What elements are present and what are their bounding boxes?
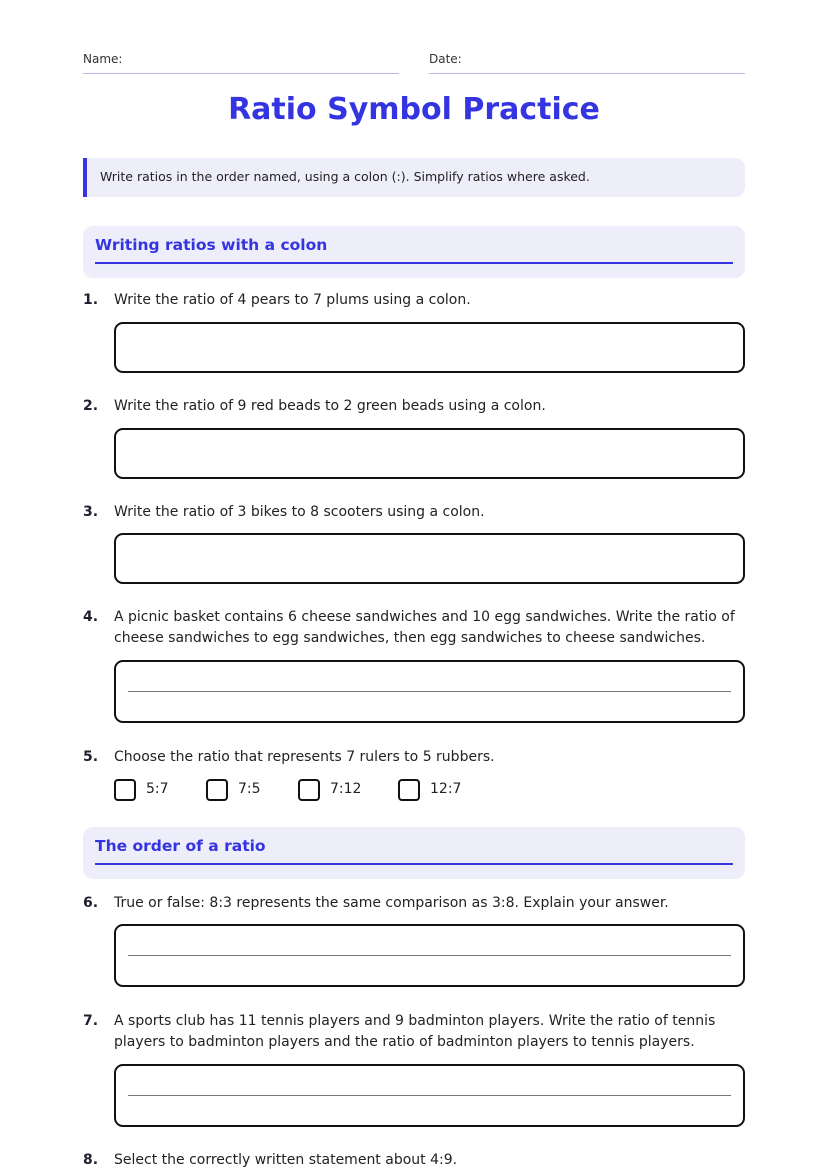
question-number: 6. [83,895,99,911]
answer-line [128,1095,731,1096]
checkbox[interactable] [398,779,420,801]
checkbox[interactable] [114,779,136,801]
answer-line [128,691,731,692]
answer-line [128,955,731,956]
question-number: 8. [83,1152,99,1168]
option-label: 5:7 [146,781,169,797]
question-text: Write the ratio of 3 bikes to 8 scooters using a colon. [114,504,485,520]
instructions-text: Write ratios in the order named, using a colon (:). Simplify ratios where asked. [100,169,590,184]
section-header-order-of-ratio [83,827,745,879]
answer-box-3[interactable] [114,533,745,584]
question-text: Write the ratio of 4 pears to 7 plums using a colon. [114,292,471,308]
checkbox[interactable] [298,779,320,801]
page-title: Ratio Symbol Practice [228,92,600,127]
question-text: Write the ratio of 9 red beads to 2 green beads using a colon. [114,398,546,414]
question-number: 1. [83,292,99,308]
answer-box-4[interactable] [114,660,745,723]
section-rule [95,262,733,264]
option-label: 7:12 [330,781,362,797]
answer-box-7[interactable] [114,1064,745,1127]
name-label: Name: [83,52,123,66]
option-label: 12:7 [430,781,462,797]
answer-box-2[interactable] [114,428,745,479]
answer-box-1[interactable] [114,322,745,373]
question-number: 3. [83,504,99,520]
checkbox[interactable] [206,779,228,801]
question-number: 4. [83,609,99,625]
question-number: 2. [83,398,99,414]
instructions-box [83,158,745,197]
question-text: Choose the ratio that represents 7 rulers to 5 rubbers. [114,749,495,765]
question-number: 5. [83,749,99,765]
question-text: A sports club has 11 tennis players and 9 badminton players. Write the ratio of tennis players to badminton players and the ratio of badminton players to tennis players. [114,1013,716,1050]
question-number: 7. [83,1013,99,1029]
date-field[interactable] [429,52,745,74]
option-label: 7:5 [238,781,261,797]
question-text: Select the correctly written statement about 4:9. [114,1152,458,1168]
date-label: Date: [429,52,462,66]
question-text: A picnic basket contains 6 cheese sandwiches and 10 egg sandwiches. Write the ratio of cheese sandwiches to egg sandwiches, then egg sandwiches to cheese sandwiches. [114,609,735,646]
section-rule [95,863,733,865]
section-title: Writing ratios with a colon [95,236,328,254]
question-text: True or false: 8:3 represents the same comparison as 3:8. Explain your answer. [114,895,669,911]
name-field[interactable] [83,52,399,74]
section-title: The order of a ratio [95,837,266,855]
section-header-writing-ratios [83,226,745,278]
answer-box-6[interactable] [114,924,745,987]
